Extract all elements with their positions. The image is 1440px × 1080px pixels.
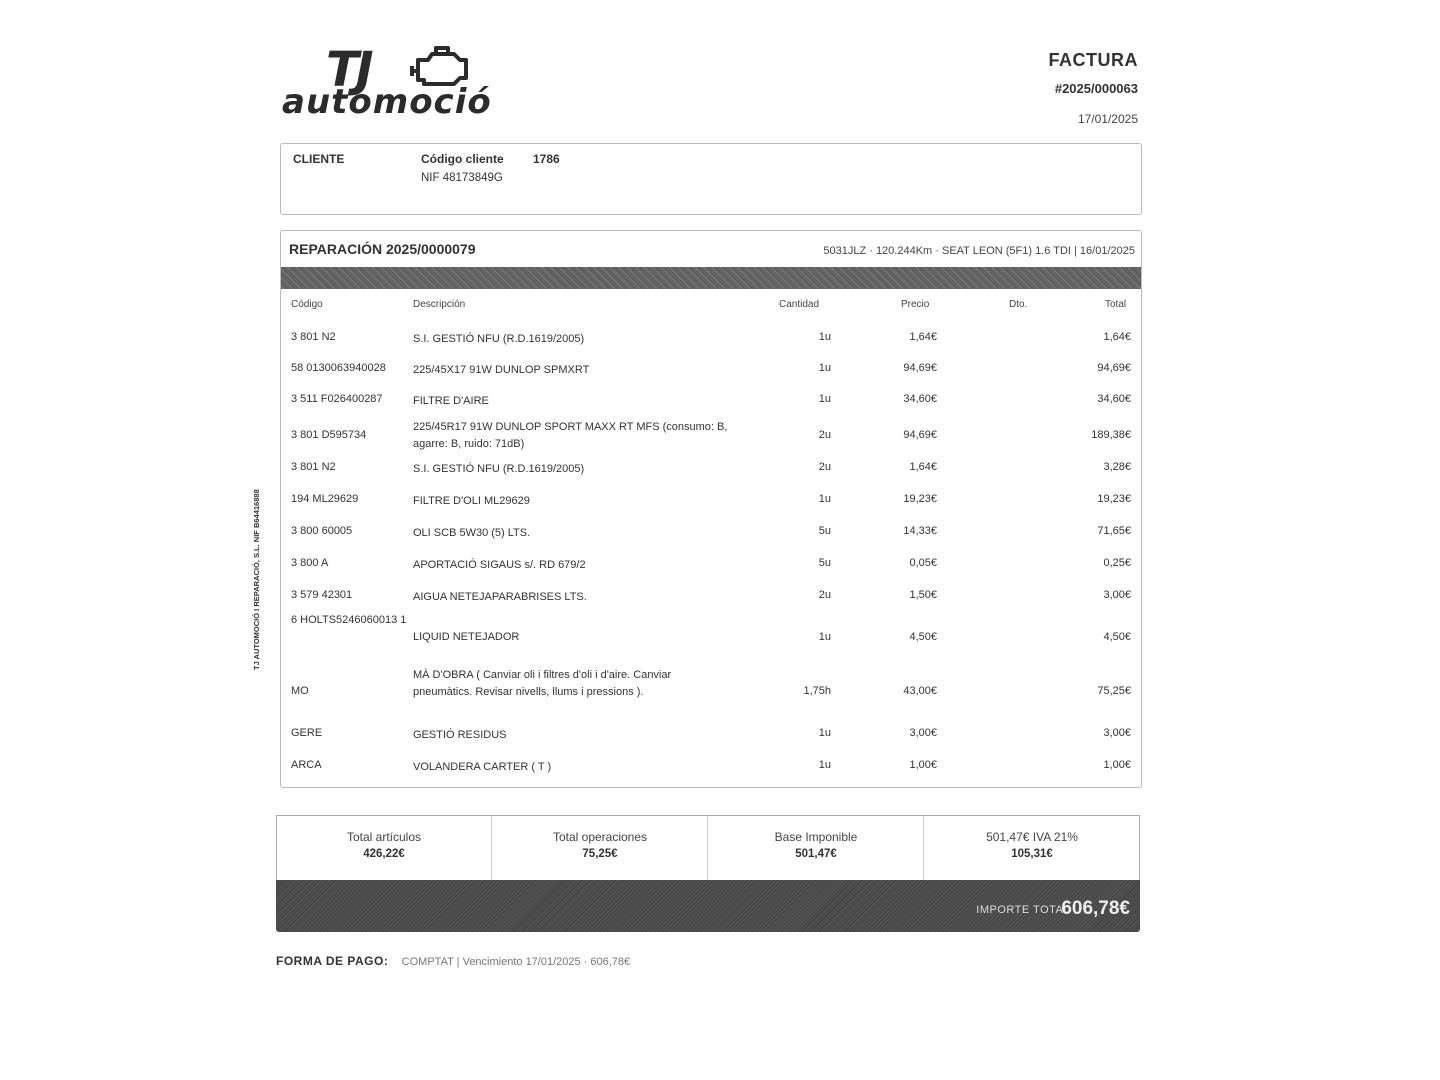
row-quantity: 1u: [818, 631, 831, 643]
payment-method: [276, 954, 630, 968]
header-band: [281, 267, 1141, 289]
row-quantity: 5u: [818, 525, 831, 537]
row-price: 1,00€: [909, 759, 937, 771]
total-articles-label: Total artículos: [346, 830, 422, 844]
total-operations-value: 75,25€: [582, 848, 618, 860]
side-legal-text: TJ AUTOMOCIÓ I REPARACIÓ, S.L. NIF B64416888: [252, 489, 261, 670]
column-header-code: Código: [291, 299, 323, 310]
row-quantity: 5u: [818, 557, 831, 569]
row-price: 1,64€: [909, 461, 937, 473]
row-description: FILTRE D'OLI ML29629: [413, 495, 530, 507]
row-price: 14,33€: [903, 525, 937, 537]
logo-brand-name: automoció: [282, 82, 492, 122]
logo-initials: TJ: [326, 42, 371, 98]
client-code-label: Código cliente: [421, 152, 504, 166]
total-operations-cell: [491, 816, 708, 882]
invoice-date: 17/01/2025: [1077, 112, 1138, 126]
column-header-total: Total: [1105, 299, 1127, 310]
row-total: 3,00€: [1103, 727, 1131, 739]
row-total: 19,23€: [1097, 493, 1131, 505]
total-articles-value: 426,22€: [363, 848, 405, 860]
row-code: 3 801 N2: [291, 331, 336, 343]
row-code: ARCA: [291, 759, 322, 771]
invoice-title: FACTURA: [1048, 50, 1138, 70]
tax-base-label: Base Imponible: [774, 830, 858, 844]
vat-cell: [923, 816, 1140, 882]
row-description: AIGUA NETEJAPARABRISES LTS.: [413, 591, 587, 603]
row-price: 3,00€: [909, 727, 937, 739]
row-quantity: 1u: [818, 727, 831, 739]
row-quantity: 2u: [818, 429, 831, 441]
row-description: VOLANDERA CARTER ( T ): [413, 761, 552, 773]
row-quantity: 2u: [818, 461, 831, 473]
column-header-discount: Dto.: [1009, 299, 1028, 310]
row-price: 1,64€: [909, 331, 937, 343]
total-articles-cell: [277, 816, 491, 882]
total-operations-label: Total operaciones: [552, 830, 648, 844]
row-quantity: 1u: [818, 493, 831, 505]
row-code: 6 HOLTS5246060013 1: [291, 614, 407, 626]
tax-base-value: 501,47€: [795, 848, 837, 860]
row-description: OLI SCB 5W30 (5) LTS.: [413, 527, 531, 539]
row-total: 4,50€: [1103, 631, 1131, 643]
grand-total-label: IMPORTE TOTAL: [976, 904, 1070, 916]
row-code: 3 800 60005: [291, 525, 353, 537]
row-code: 3 800 A: [291, 557, 329, 569]
row-code: 58 0130063940028: [291, 362, 386, 374]
row-quantity: 1u: [818, 331, 831, 343]
tax-base-cell: [707, 816, 924, 882]
row-total: 189,38€: [1091, 429, 1131, 441]
row-description: 225/45R17 91W DUNLOP SPORT MAXX RT MFS (consumo: B, agarre: B, ruido: 71dB): [413, 421, 728, 450]
row-quantity: 2u: [818, 589, 831, 601]
row-description: 225/45X17 91W DUNLOP SPMXRT: [413, 364, 590, 376]
row-description: S.I. GESTIÓ NFU (R.D.1619/2005): [413, 333, 585, 345]
row-total: 1,00€: [1103, 759, 1131, 771]
row-description: S.I. GESTIÓ NFU (R.D.1619/2005): [413, 463, 585, 475]
column-header-description: Descripción: [413, 299, 466, 310]
row-description: GESTIÓ RESIDUS: [413, 729, 507, 741]
column-header-quantity: Cantidad: [779, 299, 820, 310]
invoice-header: [1049, 50, 1139, 126]
row-code: MO: [291, 685, 309, 697]
row-total: 94,69€: [1097, 362, 1131, 374]
row-price: 0,05€: [909, 557, 937, 569]
row-quantity: 1u: [818, 362, 831, 374]
row-price: 19,23€: [903, 493, 937, 505]
row-description: FILTRE D'AIRE: [413, 395, 489, 407]
row-quantity: 1u: [818, 759, 831, 771]
row-code: 3 801 N2: [291, 461, 336, 473]
column-header-price: Precio: [901, 299, 930, 310]
row-total: 75,25€: [1097, 685, 1131, 697]
row-total: 71,65€: [1097, 525, 1131, 537]
row-price: 94,69€: [903, 362, 937, 374]
company-logo: [282, 42, 522, 124]
row-description: MÀ D'OBRA ( Canviar oli i filtres d'oli i d'aire. Canviar pneumàtics. Revisar nivells, llums i pressions ).: [413, 669, 672, 698]
row-code: 3 511 F026400287: [291, 393, 383, 405]
row-quantity: 1u: [818, 393, 831, 405]
row-price: 1,50€: [909, 589, 937, 601]
row-code: 194 ML29629: [291, 493, 359, 505]
row-price: 43,00€: [903, 685, 937, 697]
vat-value: 105,31€: [1011, 848, 1053, 860]
repair-vehicle-info: 5031JLZ · 120.244Km · SEAT LEON (5F1) 1.6 TDI | 16/01/2025: [823, 245, 1135, 257]
row-description: LIQUID NETEJADOR: [413, 631, 520, 643]
row-code: 3 579 42301: [291, 589, 353, 601]
row-price: 4,50€: [909, 631, 937, 643]
row-total: 1,64€: [1103, 331, 1131, 343]
grand-total-band: [276, 880, 1140, 932]
row-description: APORTACIÓ SIGAUS s/. RD 679/2: [413, 559, 586, 571]
row-code: GERE: [291, 727, 323, 739]
totals-box: [276, 815, 1140, 882]
row-total: 3,00€: [1103, 589, 1131, 601]
payment-label: FORMA DE PAGO:: [276, 954, 389, 968]
grand-total-value: 606,78€: [1061, 898, 1130, 919]
row-quantity: 1,75h: [803, 685, 831, 697]
repair-title: REPARACIÓN 2025/0000079: [289, 241, 476, 257]
vat-label: 501,47€ IVA 21%: [986, 830, 1078, 844]
client-box: [280, 143, 1142, 215]
row-code: 3 801 D595734: [291, 429, 367, 441]
row-price: 34,60€: [903, 393, 937, 405]
row-price: 94,69€: [903, 429, 937, 441]
invoice-number: #2025/000063: [1054, 81, 1138, 96]
row-total: 0,25€: [1103, 557, 1131, 569]
client-code: 1786: [533, 152, 560, 166]
client-label: CLIENTE: [293, 152, 345, 166]
row-total: 34,60€: [1097, 393, 1131, 405]
repair-box: [280, 230, 1142, 788]
client-nif: NIF 48173849G: [421, 172, 503, 184]
row-total: 3,28€: [1103, 461, 1131, 473]
payment-value: COMPTAT | Vencimiento 17/01/2025 · 606,78€: [401, 956, 631, 968]
